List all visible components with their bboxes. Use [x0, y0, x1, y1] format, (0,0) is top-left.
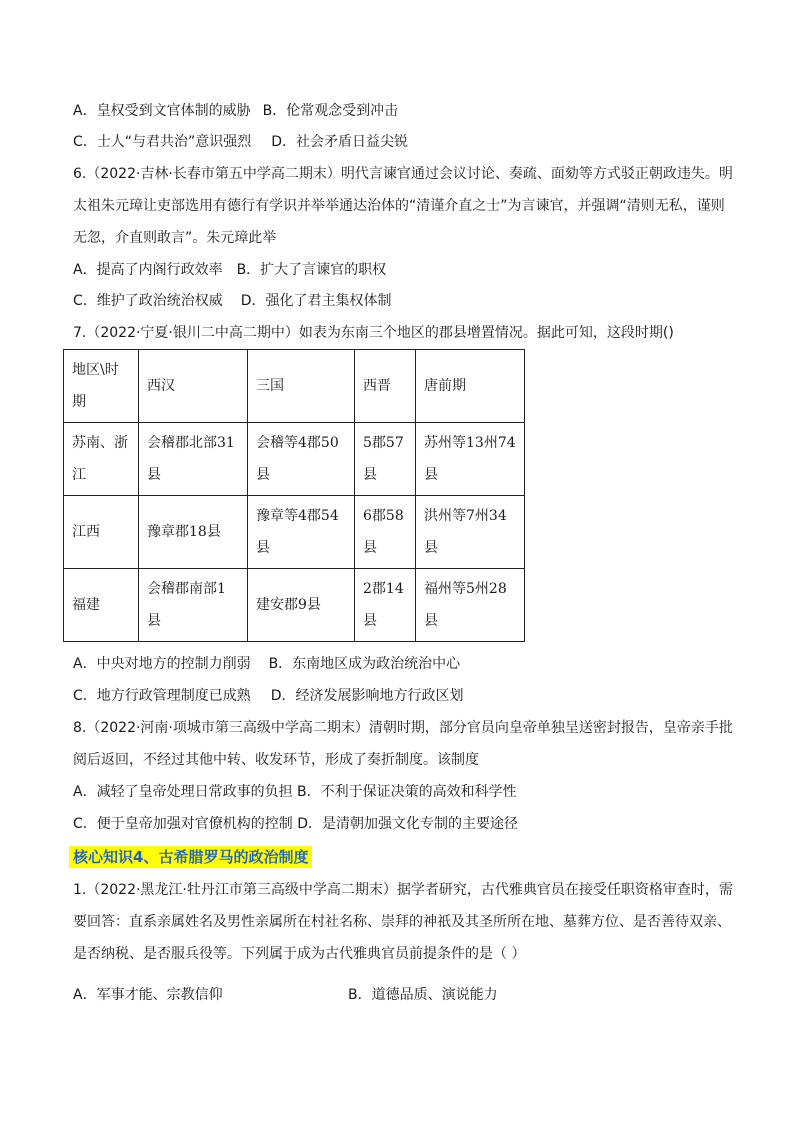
table-cell: 2郡14县: [355, 569, 416, 642]
q6-option-a: A．提高了内阁行政效率: [73, 262, 223, 278]
table-header-cell: 西汉: [139, 350, 248, 423]
table-row: [64, 423, 525, 496]
q6-options-row-1: [73, 260, 386, 280]
q8-stem-line-2: 阅后返回，不经过其他中转、收发环节，形成了奏折制度。该制度: [73, 752, 479, 768]
table-cell: 豫章等4郡54县: [248, 496, 355, 569]
table-cell: 江西: [64, 496, 139, 569]
q8-options-row-1: A．减轻了皇帝处理日常政事的负担 B．不利于保证决策的高效和科学性: [73, 784, 517, 800]
question-5-options-row-2: [73, 132, 408, 152]
table-header-cell: 唐前期: [416, 350, 525, 423]
q8-stem-line-1: 8.（2022·河南·项城市第三高级中学高二期末）清朝时期，部分官员向皇帝单独呈送密封报告，皇帝亲手批: [73, 720, 733, 736]
q5-option-d: D．社会矛盾日益尖锐: [271, 134, 409, 150]
q6-stem-line-1: 6.（2022·吉林·长春市第五中学高二期末）明代言谏官通过会议讨论、奏疏、面劾等方式驳正朝政违失。明: [73, 166, 733, 182]
q6-option-d: D．强化了君主集权体制: [240, 293, 392, 309]
table-cell: 会稽郡南部1县: [139, 569, 248, 642]
q5-option-b: B．伦常观念受到冲击: [262, 103, 399, 119]
table-cell: 福州等5州28县: [416, 569, 525, 642]
county-data-table: [63, 349, 525, 642]
table-row: [64, 569, 525, 642]
table-cell: 建安郡9县: [248, 569, 355, 642]
q6-stem-line-3: 无忽，介直则敢言”。朱元璋此举: [73, 230, 277, 246]
q7-options-row-2: [73, 686, 464, 706]
q7-stem-line-1: 7.（2022·宁夏·银川二中高二期中）如表为东南三个地区的郡县增置情况。据此可知，这段时期(): [73, 325, 674, 341]
q7-option-a: A．中央对地方的控制力削弱: [73, 656, 251, 672]
q8-options-row-2: C．便于皇帝加强对官僚机构的控制 D．是清朝加强文化专制的主要途径: [73, 816, 519, 832]
q5-option-c: C．士人“与君共治”意识强烈: [73, 134, 252, 150]
s4q1-option-b: B．道德品质、演说能力: [348, 987, 498, 1003]
s4q1-option-a: A．军事才能、宗教信仰: [73, 987, 223, 1003]
q6-option-c: C．维护了政治统治权威: [73, 293, 223, 309]
q6-stem-line-2: 太祖朱元璋让吏部选用有德行有学识并举举通达治体的“清谨介直之士”为言谏官，并强调“清则无私，谨则: [73, 198, 725, 214]
table-header-cell: 西晋: [355, 350, 416, 423]
table-cell: 5郡57县: [355, 423, 416, 496]
table-cell: 洪州等7州34县: [416, 496, 525, 569]
s4q1-stem-line-1: 1.（2022·黑龙江·牡丹江市第三高级中学高二期末）据学者研究，古代雅典官员在接受任职资格审查时，需: [73, 882, 733, 898]
q7-option-b: B．东南地区成为政治统治中心: [268, 656, 461, 672]
table-cell: 豫章郡18县: [139, 496, 248, 569]
section-heading: 核心知识4、古希腊罗马的政治制度: [69, 846, 312, 868]
table-cell: 苏州等13州74县: [416, 423, 525, 496]
q7-option-d: D．经济发展影响地方行政区划: [270, 688, 464, 704]
table-cell: 会稽等4郡50县: [248, 423, 355, 496]
table-cell: 6郡58县: [355, 496, 416, 569]
s4q1-stem-line-3: 是否纳税、是否服兵役等。下列属于成为古代雅典官员前提条件的是（ ）: [73, 946, 526, 962]
q5-option-a: A．皇权受到文官体制的威胁: [73, 103, 251, 119]
q6-option-b: B．扩大了言谏官的职权: [236, 262, 387, 278]
q7-option-c: C．地方行政管理制度已成熟: [73, 688, 251, 704]
table-cell: 福建: [64, 569, 139, 642]
s4q1-stem-line-2: 要回答：直系亲属姓名及男性亲属所在村社名称、崇拜的神祇及其圣所所在地、墓葬方位、是否善待双亲、: [73, 914, 731, 930]
table-header-cell: 地区\时期: [64, 350, 139, 423]
table-header-row: [64, 350, 525, 423]
table-header-cell: 三国: [248, 350, 355, 423]
question-5-options-row-1: [73, 101, 398, 121]
table-row: [64, 496, 525, 569]
table-cell: 苏南、浙江: [64, 423, 139, 496]
q6-options-row-2: [73, 291, 392, 311]
table-cell: 会稽郡北部31县: [139, 423, 248, 496]
q7-options-row-1: [73, 654, 460, 674]
